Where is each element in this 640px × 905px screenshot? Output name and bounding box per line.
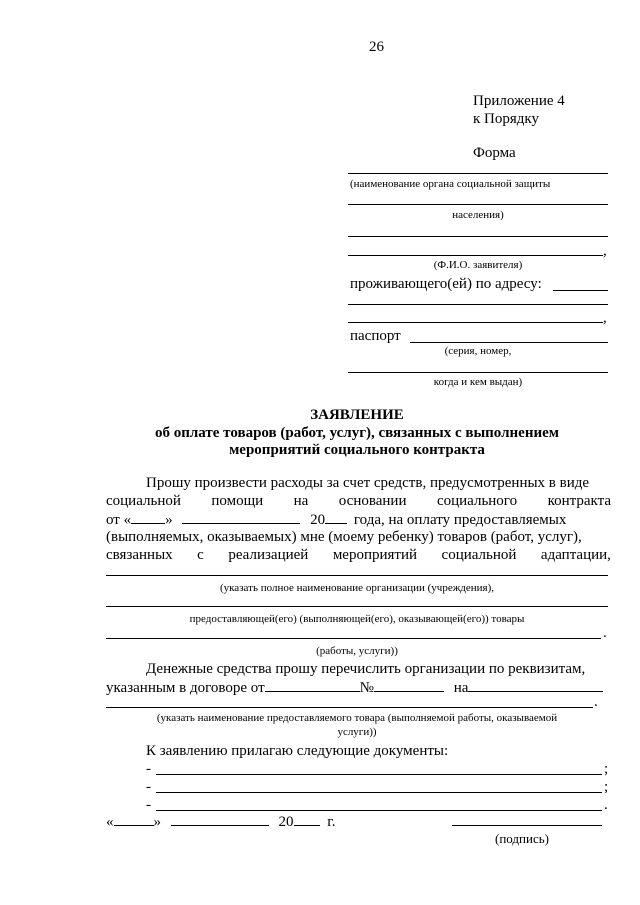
- caption-works: (работы, услуги)): [316, 645, 398, 657]
- p1-word: основании: [338, 493, 407, 509]
- contract-quote: »: [165, 512, 173, 528]
- works-fill-line: [106, 638, 601, 639]
- attachment-line-3: [156, 810, 602, 811]
- p1-line-4: (выполняемых, оказываемых) мне (моему ребенку) товаров (работ, услуг),: [106, 529, 582, 545]
- org-name-line-1: [348, 173, 608, 174]
- p2-line-2: [106, 678, 611, 697]
- fio-caption: (Ф.И.О. заявителя): [433, 259, 523, 271]
- address-line-3: [348, 322, 603, 323]
- p1-word: реализацией: [228, 547, 309, 563]
- date-close-quote: »: [153, 814, 161, 830]
- contract-from: от «: [106, 512, 132, 528]
- attachment-line-2: [156, 792, 602, 793]
- fio-line-1: [348, 236, 608, 237]
- signature-caption: (подпись): [495, 831, 549, 846]
- p1-line-1: Прошу произвести расходы за счет средств, предусмотренных в виде: [146, 475, 590, 491]
- works-period: .: [603, 625, 607, 641]
- org-caption-1: (наименование органа социальной защиты: [350, 178, 551, 190]
- caption-goods-2: услуги)): [337, 726, 377, 738]
- appendix-title: Приложение 4: [473, 93, 565, 109]
- form-label: Форма: [473, 145, 516, 161]
- p1-word: связанных: [106, 547, 173, 563]
- p1-word: контракта: [547, 493, 611, 509]
- passport-caption-1: (серия, номер,: [444, 345, 512, 357]
- residing-label: проживающего(ей) по адресу:: [350, 276, 542, 292]
- date-row: [106, 812, 335, 831]
- goods-period: .: [594, 694, 598, 710]
- agreement-no-blank: [374, 678, 444, 692]
- date-open-quote: «: [106, 814, 114, 830]
- date-year: 20: [278, 814, 294, 830]
- attachment-semicolon-2: ;: [604, 779, 609, 795]
- address-line-2: [348, 304, 608, 305]
- fio-comma: ,: [603, 243, 607, 259]
- contract-rest: года, на оплату предоставляемых: [353, 512, 567, 528]
- contract-day-blank: [131, 510, 165, 524]
- address-line-1: [553, 290, 608, 291]
- date-g: г.: [327, 814, 336, 830]
- agreement-no-label: №: [359, 680, 374, 696]
- p1-line-3: [106, 510, 611, 529]
- fio-line-2: [348, 255, 603, 256]
- document-subtitle-1: об оплате товаров (работ, услуг), связанных с выполнением: [154, 425, 559, 441]
- passport-label: паспорт: [350, 328, 401, 344]
- address-comma: ,: [603, 310, 607, 326]
- p1-word: социальной: [106, 493, 181, 509]
- page-number: 26: [369, 39, 384, 55]
- passport-line-2: [348, 372, 608, 373]
- p1-word: адаптации,: [540, 547, 611, 563]
- attachment-bullet-2: -: [146, 779, 151, 795]
- p1-word: социальной: [441, 547, 517, 563]
- passport-line-1: [410, 342, 608, 343]
- org-fill-line: [106, 575, 608, 576]
- document-subtitle-2: мероприятий социального контракта: [229, 442, 485, 458]
- caption-providing: предоставляющей(его) (выполняющей(его), оказывающей(его)) товары: [189, 613, 525, 625]
- signature-line: [452, 825, 602, 826]
- org-fill-line-2: [106, 606, 608, 607]
- date-year-blank: [294, 812, 320, 826]
- p1-word: помощи: [211, 493, 264, 509]
- contract-year: 20: [310, 512, 326, 528]
- p1-line-2: [106, 492, 611, 510]
- attachment-semicolon-1: ;: [604, 761, 609, 777]
- p1-word: на: [293, 493, 309, 509]
- date-month-blank: [171, 812, 269, 826]
- attachment-bullet-1: -: [146, 761, 151, 777]
- org-caption-2: населения): [452, 209, 504, 221]
- attachment-line-1: [156, 774, 602, 775]
- p2-line-1: Денежные средства прошу перечислить организации по реквизитам,: [146, 661, 586, 677]
- agreement-on-blank: [468, 678, 603, 692]
- attachment-period: .: [604, 797, 608, 813]
- agreement-label: указанным в договоре от: [106, 680, 265, 696]
- org-name-line-2: [348, 204, 608, 205]
- attachments-label: К заявлению прилагаю следующие документы:: [146, 743, 449, 759]
- agreement-on-label: на: [453, 680, 469, 696]
- caption-goods-1: (указать наименование предоставляемого товара (выполняемой работы, оказываемой: [156, 712, 558, 724]
- p1-word: с: [197, 547, 204, 563]
- contract-year-blank: [325, 510, 347, 524]
- contract-month-blank: [182, 510, 300, 524]
- goods-fill-line: [106, 707, 593, 708]
- agreement-date-blank: [265, 678, 360, 692]
- p1-line-5: [106, 546, 611, 564]
- p1-word: мероприятий: [332, 547, 418, 563]
- date-day-blank: [114, 812, 154, 826]
- p1-word: социального: [436, 493, 518, 509]
- caption-org: (указать полное наименование организации (учреждения),: [219, 582, 495, 594]
- appendix-subtitle: к Порядку: [473, 111, 539, 127]
- document-title: ЗАЯВЛЕНИЕ: [310, 407, 404, 423]
- attachment-bullet-3: -: [146, 797, 151, 813]
- passport-caption-2: когда и кем выдан): [433, 376, 523, 388]
